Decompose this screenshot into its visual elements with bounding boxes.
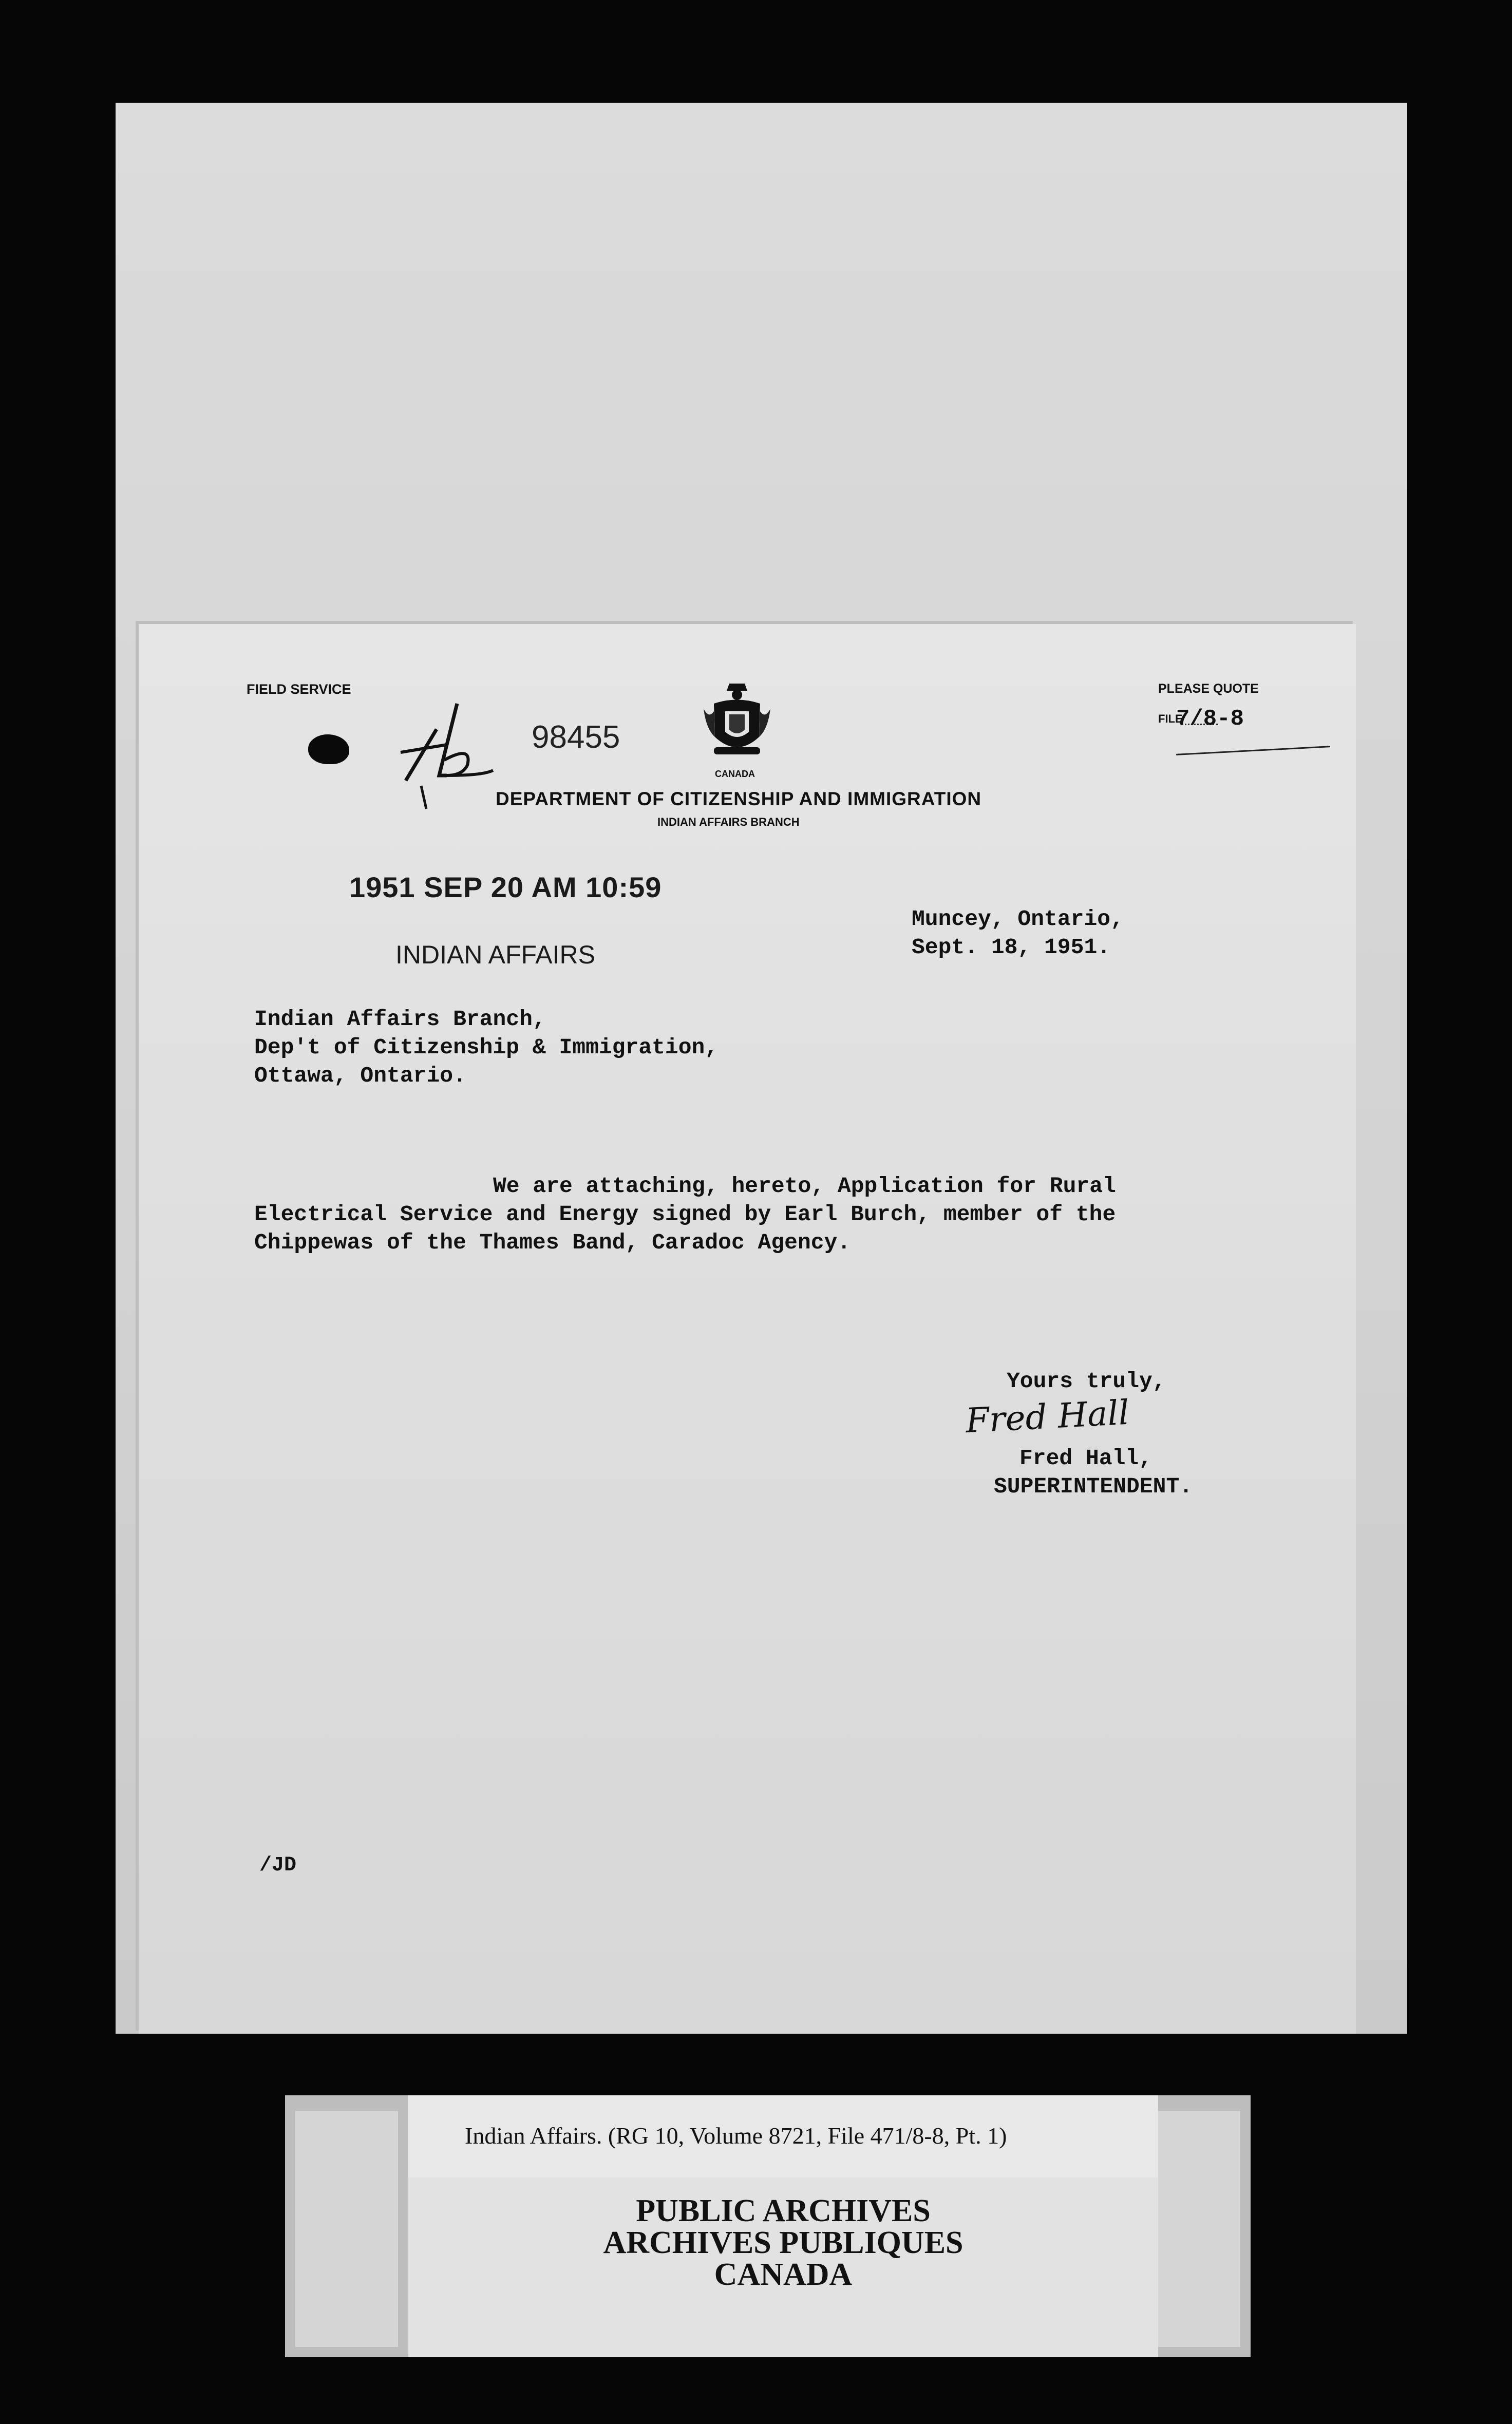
body-line-2: Electrical Service and Energy signed by Earl Burch, member of the	[254, 1202, 1116, 1227]
handwritten-signature: Fred Hall	[965, 1392, 1130, 1441]
label-reference-strip	[408, 2095, 1158, 2177]
recipient-line-1: Indian Affairs Branch,	[254, 1007, 546, 1032]
recipient-line-2: Dep't of Citizenship & Immigration,	[254, 1035, 719, 1060]
coat-of-arms-icon	[698, 680, 776, 763]
closing-salutation: Yours truly,	[1007, 1369, 1166, 1394]
handwritten-initials-mark	[390, 698, 503, 817]
label-left-tab	[295, 2111, 398, 2347]
field-service-label: FIELD SERVICE	[247, 681, 351, 697]
department-name: DEPARTMENT OF CITIZENSHIP AND IMMIGRATION	[496, 788, 982, 809]
archive-label	[285, 2095, 1251, 2357]
ink-blot	[308, 734, 349, 764]
office-stamp: INDIAN AFFAIRS	[395, 940, 595, 969]
signatory-title: SUPERINTENDENT.	[994, 1474, 1193, 1499]
archive-reference: Indian Affairs. (RG 10, Volume 8721, File 471/8-8, Pt. 1)	[465, 2123, 1007, 2149]
body-line-1: We are attaching, hereto, Application for Rural	[493, 1173, 1116, 1199]
body-line-3: Chippewas of the Thames Band, Caradoc Agency.	[254, 1230, 851, 1255]
recipient-line-3: Ottawa, Ontario.	[254, 1063, 466, 1088]
branch-name: INDIAN AFFAIRS BRANCH	[657, 816, 800, 828]
sender-location: Muncey, Ontario,	[912, 906, 1124, 932]
file-number: 7/8-8	[1176, 706, 1244, 732]
canada-label: CANADA	[715, 769, 755, 779]
signatory-name: Fred Hall,	[1019, 1446, 1152, 1471]
date-received-stamp: 1951 SEP 20 AM 10:59	[349, 871, 662, 903]
letter-date: Sept. 18, 1951.	[912, 935, 1111, 960]
please-quote-label: PLEASE QUOTE	[1158, 681, 1259, 696]
letter-page	[139, 624, 1356, 2034]
typist-initials: /JD	[259, 1854, 297, 1877]
registry-number-stamp: 98455	[532, 719, 620, 755]
file-label: FILE	[1158, 712, 1183, 725]
archive-line-2: ARCHIVES PUBLIQUES	[603, 2225, 963, 2260]
archive-line-3: CANADA	[714, 2257, 853, 2292]
label-main-strip	[408, 2177, 1158, 2357]
file-underline	[1176, 746, 1330, 755]
archive-line-1: PUBLIC ARCHIVES	[636, 2193, 931, 2228]
